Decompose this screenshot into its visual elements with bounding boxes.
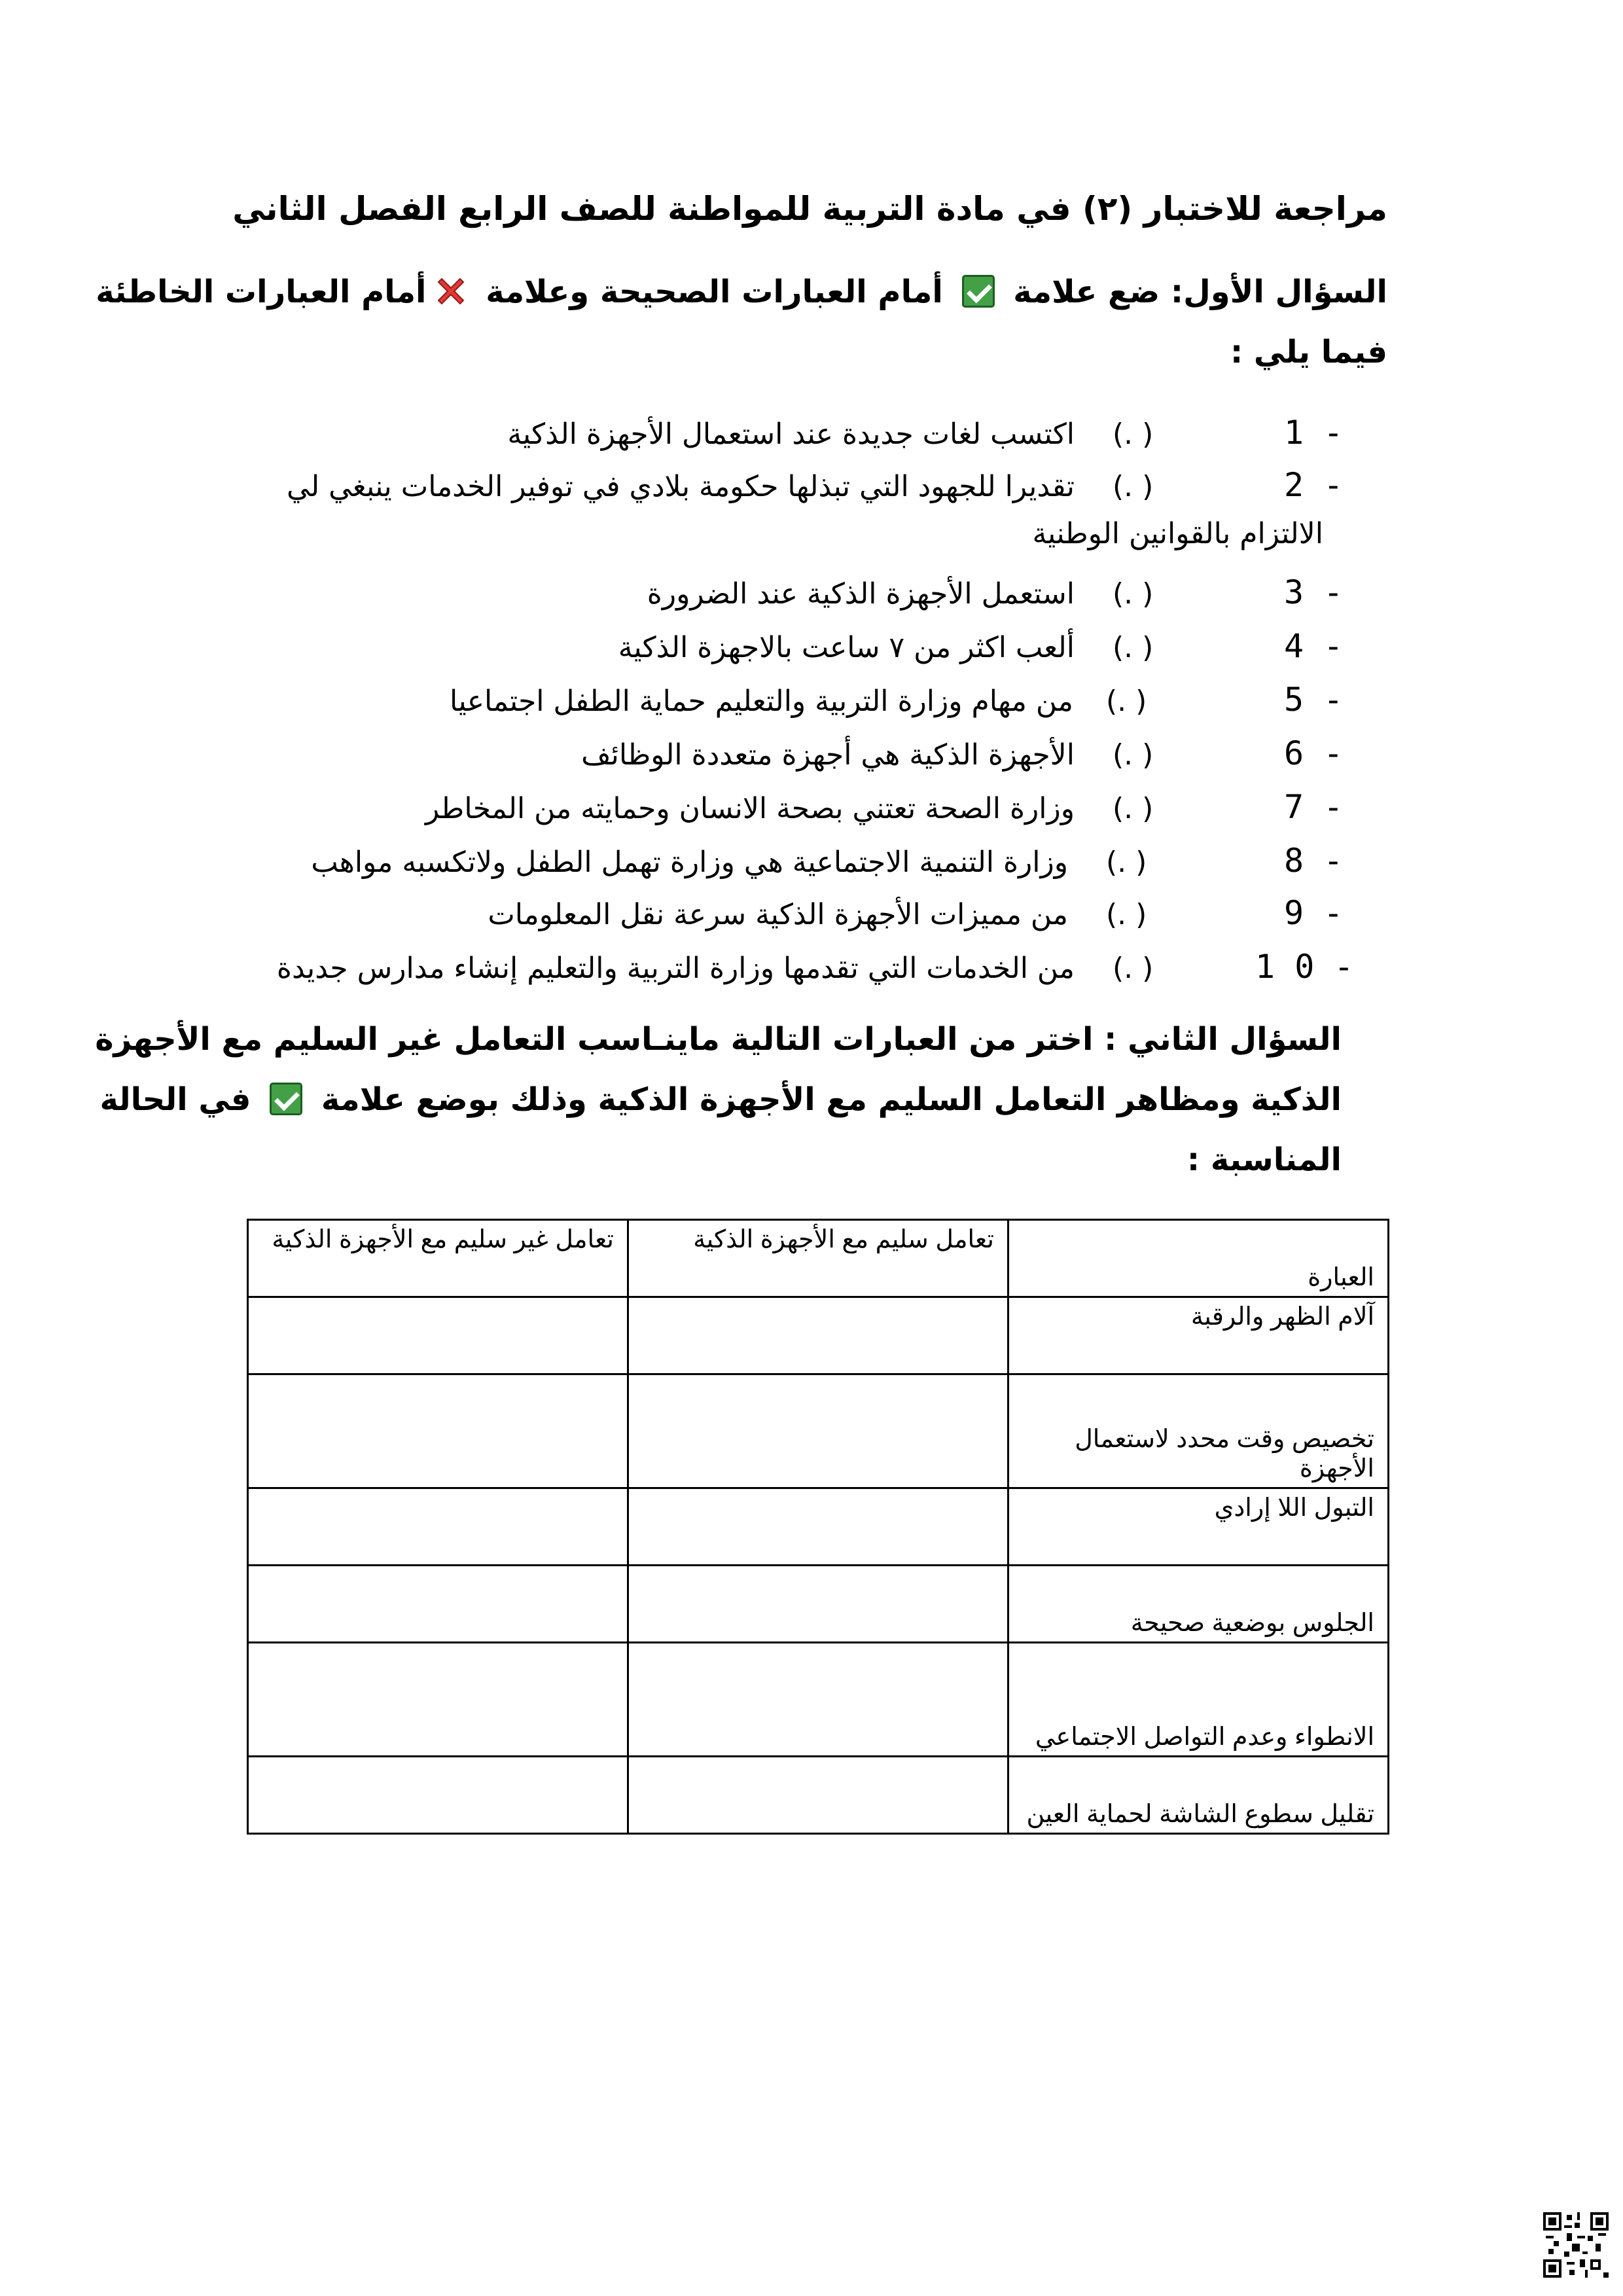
checkmark-icon	[962, 275, 995, 308]
proper-use-cell[interactable]	[628, 1488, 1008, 1566]
answer-blank[interactable]: (. )	[1106, 846, 1147, 879]
item-number: 4 -	[1284, 627, 1344, 665]
statement-cell: التبول اللا إرادي	[1008, 1488, 1388, 1566]
answer-blank[interactable]: (. )	[1113, 418, 1154, 451]
header-proper-use: تعامل سليم مع الأجهزة الذكية	[628, 1220, 1008, 1297]
answer-blank[interactable]: (. )	[1113, 577, 1154, 611]
item-number: 5 -	[1284, 681, 1344, 719]
answer-blank[interactable]: (. )	[1106, 898, 1147, 931]
item-text: اكتسب لغات جديدة عند استعمال الأجهزة الذكية	[507, 418, 1075, 451]
item-text: استعمل الأجهزة الذكية عند الضرورة	[647, 577, 1075, 611]
improper-use-cell[interactable]	[248, 1757, 628, 1834]
item-text: من الخدمات التي تقدمها وزارة التربية والتعليم إنشاء مدارس جديدة	[276, 952, 1075, 985]
item-number: 1 0 -	[1255, 948, 1354, 986]
improper-use-cell[interactable]	[248, 1297, 628, 1374]
proper-use-cell[interactable]	[628, 1297, 1008, 1374]
answer-blank[interactable]: (. )	[1113, 470, 1154, 503]
checkmark-icon	[270, 1083, 302, 1115]
question2-instruction-line3: المناسبة :	[1186, 1141, 1342, 1178]
statement-cell: تقليل سطوع الشاشة لحماية العين	[1008, 1757, 1388, 1834]
item-text: تقديرا للجهود التي تبذلها حكومة بلادي في توفير الخدمات ينبغي لي	[287, 470, 1075, 503]
item-number: 2 -	[1284, 466, 1344, 504]
table-row	[248, 1374, 1389, 1488]
statement-cell: الانطواء وعدم التواصل الاجتماعي	[1008, 1643, 1388, 1757]
item-number: 9 -	[1284, 894, 1344, 932]
cross-icon	[433, 274, 469, 309]
item-number: 3 -	[1284, 573, 1344, 611]
q2-instruction-part2: في الحالة	[99, 1081, 251, 1118]
q1-instruction-part1: السؤال الأول: ضع علامة	[1013, 274, 1387, 310]
table-row	[248, 1488, 1389, 1566]
table-row	[248, 1297, 1389, 1374]
item-text-continued: الالتزام بالقوانين الوطنية	[1032, 517, 1323, 550]
item-text: من مميزات الأجهزة الذكية سرعة نقل المعلومات	[488, 898, 1068, 931]
statement-cell: الجلوس بوضعية صحيحة	[1008, 1566, 1388, 1643]
item-number: 7 -	[1284, 788, 1344, 826]
question2-instruction: السؤال الثاني : اختر من العبارات التالية ماينـاسب التعامل غير السليم مع الأجهزة	[95, 1021, 1342, 1058]
q1-instruction-line2: فيما يلي :	[1230, 334, 1387, 370]
qr-code-icon	[1543, 2212, 1609, 2278]
answer-blank[interactable]: (. )	[1113, 952, 1154, 985]
table-row	[248, 1566, 1389, 1643]
item-number: 1 -	[1284, 414, 1344, 452]
table-header-row	[248, 1220, 1389, 1297]
item-text: وزارة الصحة تعتني بصحة الانسان وحمايته من المخاطر	[425, 792, 1075, 825]
q1-instruction-part2: أمام العبارات الصحيحة وعلامة	[486, 274, 943, 310]
answer-blank[interactable]: (. )	[1113, 792, 1154, 825]
answer-blank[interactable]: (. )	[1113, 631, 1154, 664]
improper-use-cell[interactable]	[248, 1566, 628, 1643]
item-text: وزارة التنمية الاجتماعية هي وزارة تهمل الطفل ولاتكسبه مواهب	[311, 846, 1068, 879]
item-number: 6 -	[1284, 734, 1344, 772]
classification-table	[247, 1219, 1389, 1835]
item-text: الأجهزة الذكية هي أجهزة متعددة الوظائف	[581, 738, 1075, 772]
improper-use-cell[interactable]	[248, 1488, 628, 1566]
proper-use-cell[interactable]	[628, 1757, 1008, 1834]
item-text: ألعب اكثر من ٧ ساعت بالاجهزة الذكية	[618, 631, 1075, 664]
item-text: من مهام وزارة التربية والتعليم حماية الطفل اجتماعيا	[450, 685, 1073, 718]
improper-use-cell[interactable]	[248, 1643, 628, 1757]
question1-instruction	[96, 274, 1387, 310]
proper-use-cell[interactable]	[628, 1566, 1008, 1643]
proper-use-cell[interactable]	[628, 1643, 1008, 1757]
table-row	[248, 1643, 1389, 1757]
item-number: 8 -	[1284, 842, 1344, 880]
table-row	[248, 1757, 1389, 1834]
page-title: مراجعة للاختبار (٢) في مادة التربية للمواطنة للصف الرابع الفصل الثاني	[232, 190, 1387, 228]
answer-blank[interactable]: (. )	[1106, 685, 1147, 718]
proper-use-cell[interactable]	[628, 1374, 1008, 1488]
statement-cell: آلام الظهر والرقبة	[1008, 1297, 1388, 1374]
header-statement: العبارة	[1008, 1220, 1388, 1297]
question2-instruction-line2	[99, 1081, 1342, 1118]
q1-instruction-part3: أمام العبارات الخاطئة	[96, 274, 427, 310]
q2-instruction-part1: الذكية ومظاهر التعامل السليم مع الأجهزة الذكية وذلك بوضع علامة	[321, 1081, 1342, 1118]
answer-blank[interactable]: (. )	[1113, 738, 1154, 772]
improper-use-cell[interactable]	[248, 1374, 628, 1488]
header-improper-use: تعامل غير سليم مع الأجهزة الذكية	[248, 1220, 628, 1297]
statement-cell: تخصيص وقت محدد لاستعمال الأجهزة	[1008, 1374, 1388, 1488]
